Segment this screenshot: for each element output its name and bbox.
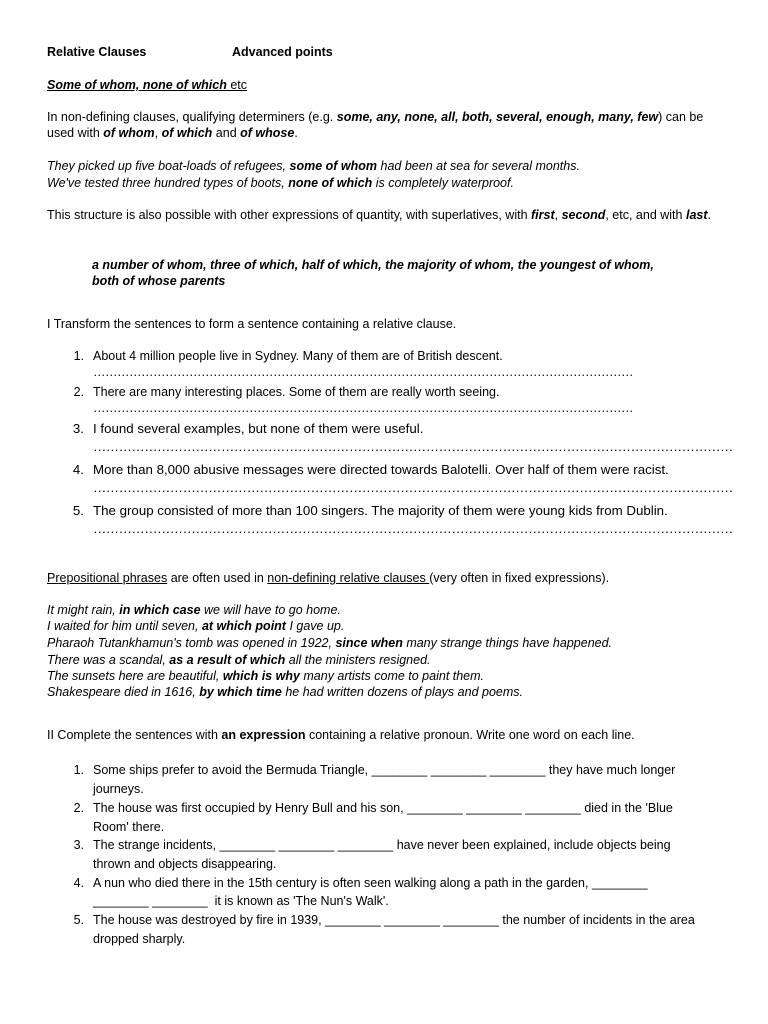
gap-fill-line[interactable]: The house was destroyed by fire in 1939, ________ ________ ________ the number of incidents in the area: [93, 913, 695, 927]
section1-example-1: They picked up five boat-loads of refugees, some of whom had been at sea for several months.: [47, 159, 580, 173]
exercise1-instruction: I Transform the sentences to form a sentence containing a relative clause.: [47, 317, 457, 331]
doc-title: Relative Clauses: [47, 45, 147, 59]
quantity-expressions-line1: a number of whom, three of which, half of which, the majority of whom, the youngest of whom,: [92, 258, 654, 272]
section1-intro: In non-defining clauses, qualifying determiners (e.g. some, any, none, all, both, several, enough, many, few) can be used with of whom, of which and of whose.: [47, 110, 704, 140]
section2-example: Shakespeare died in 1616, by which time he had written dozens of plays and poems.: [47, 685, 523, 699]
section2-example: The sunsets here are beautiful, which is why many artists come to paint them.: [47, 669, 485, 683]
gap-fill-line[interactable]: Some ships prefer to avoid the Bermuda Triangle, ________ ________ ________ they have much longer: [93, 763, 676, 777]
section2-example: I waited for him until seven, at which point I gave up.: [47, 619, 345, 633]
section2-example: It might rain, in which case we will have to go home.: [47, 603, 341, 617]
document-header: [47, 44, 727, 60]
section1-heading-etc: etc: [226, 78, 248, 92]
gap-fill-line[interactable]: ________ ________ it is known as 'The Nun's Walk'.: [93, 894, 389, 908]
quantity-expressions-line2: both of whose parents: [92, 274, 226, 288]
section2-example: There was a scandal, as a result of which all the ministers resigned.: [47, 653, 431, 667]
answer-line[interactable]: ……………………………………………………………………………………………………………………………………: [93, 439, 733, 454]
section2-intro: Prepositional phrases are often used in non-defining relative clauses (very often in fixed expressions).: [47, 571, 610, 585]
gap-fill-line[interactable]: The house was first occupied by Henry Bull and his son, ________ ________ ________ died in the 'Blue: [93, 801, 673, 815]
section1-para2: This structure is also possible with other expressions of quantity, with superlatives, with first, second, etc, and with last.: [47, 208, 711, 222]
section1-heading-main: Some of whom, none of which: [47, 78, 227, 92]
doc-subtitle: Advanced points: [232, 45, 333, 59]
section2-example: Pharaoh Tutankhamun's tomb was opened in 1922, since when many strange things have happened.: [47, 636, 613, 650]
answer-line[interactable]: ……………………………………………………………………………………………………………………………………: [93, 480, 733, 495]
answer-line[interactable]: ………………………………………………………………………………………………………………………: [93, 365, 633, 379]
gap-fill-line[interactable]: A nun who died there in the 15th century is often seen walking along a path in the garden, ________: [93, 876, 648, 890]
answer-line[interactable]: ………………………………………………………………………………………………………………………: [93, 401, 633, 415]
section1-heading: [47, 77, 727, 93]
answer-line[interactable]: ……………………………………………………………………………………………………………………………………: [93, 521, 733, 536]
exercise2-instruction: II Complete the sentences with an expression containing a relative pronoun. Write one word on each line.: [47, 728, 635, 742]
gap-fill-line[interactable]: The strange incidents, ________ ________ ________ have never been explained, include objects being: [93, 838, 671, 852]
section1-example-2: We've tested three hundred types of boots, none of which is completely waterproof.: [47, 176, 514, 190]
